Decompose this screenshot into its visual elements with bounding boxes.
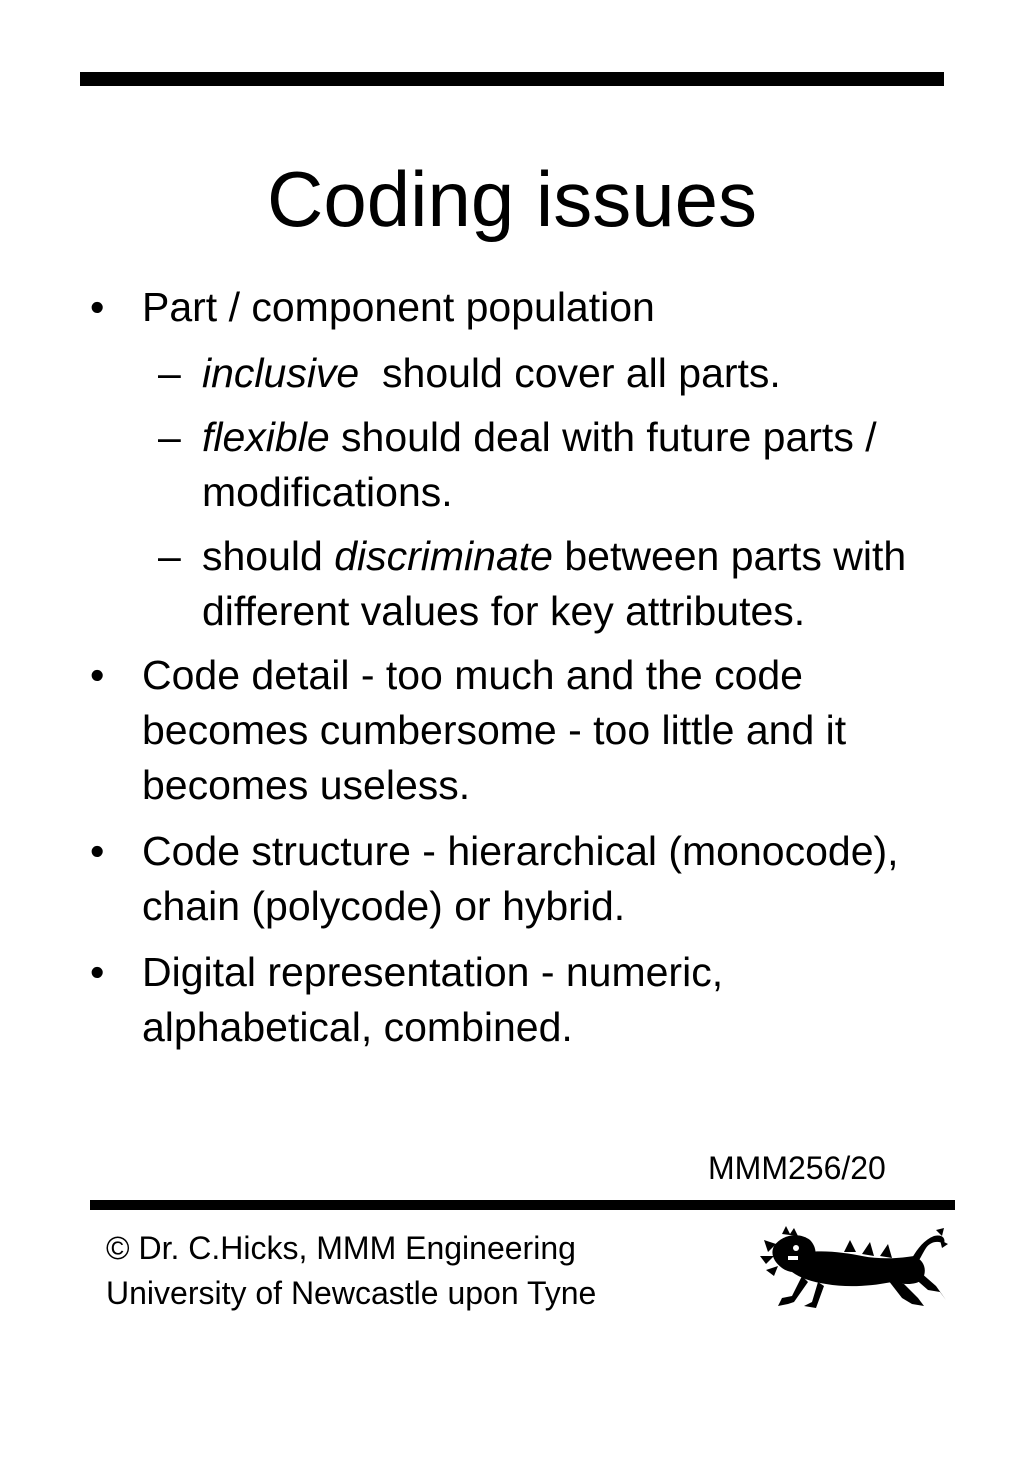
bullet-item bbox=[0, 945, 932, 1055]
bullet-text: Code structure - hierarchical (monocode), chain (polycode) or hybrid. bbox=[142, 828, 899, 929]
bullet-text: Code detail - too much and the code becomes cumbersome - too little and it becomes useless. bbox=[142, 652, 847, 808]
sub-item-emphasis: discriminate bbox=[334, 533, 553, 579]
footer-credit bbox=[106, 1226, 596, 1316]
bullet-marker: • bbox=[90, 284, 105, 330]
sub-item bbox=[0, 346, 932, 401]
bullet-item bbox=[0, 280, 932, 335]
dash-marker: – bbox=[158, 414, 181, 460]
bullet-item bbox=[0, 824, 932, 934]
bullet-text: Part / component population bbox=[142, 284, 655, 330]
dash-marker: – bbox=[158, 350, 181, 396]
heraldic-lion-icon bbox=[752, 1226, 948, 1310]
bullet-list bbox=[0, 280, 1024, 1066]
bullet-text: Digital representation - numeric, alphabetical, combined. bbox=[142, 949, 724, 1050]
sub-item-emphasis: flexible bbox=[202, 414, 330, 460]
bullet-marker: • bbox=[90, 652, 105, 698]
slide-title: Coding issues bbox=[267, 155, 757, 243]
sub-item-text: between parts with different values for key attributes. bbox=[202, 533, 907, 634]
sub-list bbox=[0, 346, 1024, 639]
bullet-marker: • bbox=[90, 949, 105, 995]
bullet-item bbox=[0, 648, 932, 813]
sub-item bbox=[0, 529, 932, 639]
bottom-rule bbox=[90, 1200, 955, 1210]
dash-marker: – bbox=[158, 533, 181, 579]
sub-item bbox=[0, 410, 932, 520]
footer-line: © Dr. C.Hicks, MMM Engineering bbox=[106, 1230, 576, 1266]
bullet-marker: • bbox=[90, 828, 105, 874]
sub-item-text: should cover all parts. bbox=[359, 350, 781, 396]
sub-item-emphasis: inclusive bbox=[202, 350, 360, 396]
slide-reference: MMM256/20 bbox=[708, 1150, 886, 1186]
top-rule bbox=[80, 72, 944, 86]
sub-item-text: should deal with future parts / modifications. bbox=[202, 414, 877, 515]
sub-item-prefix: should bbox=[202, 533, 335, 579]
footer-line: University of Newcastle upon Tyne bbox=[106, 1275, 597, 1311]
